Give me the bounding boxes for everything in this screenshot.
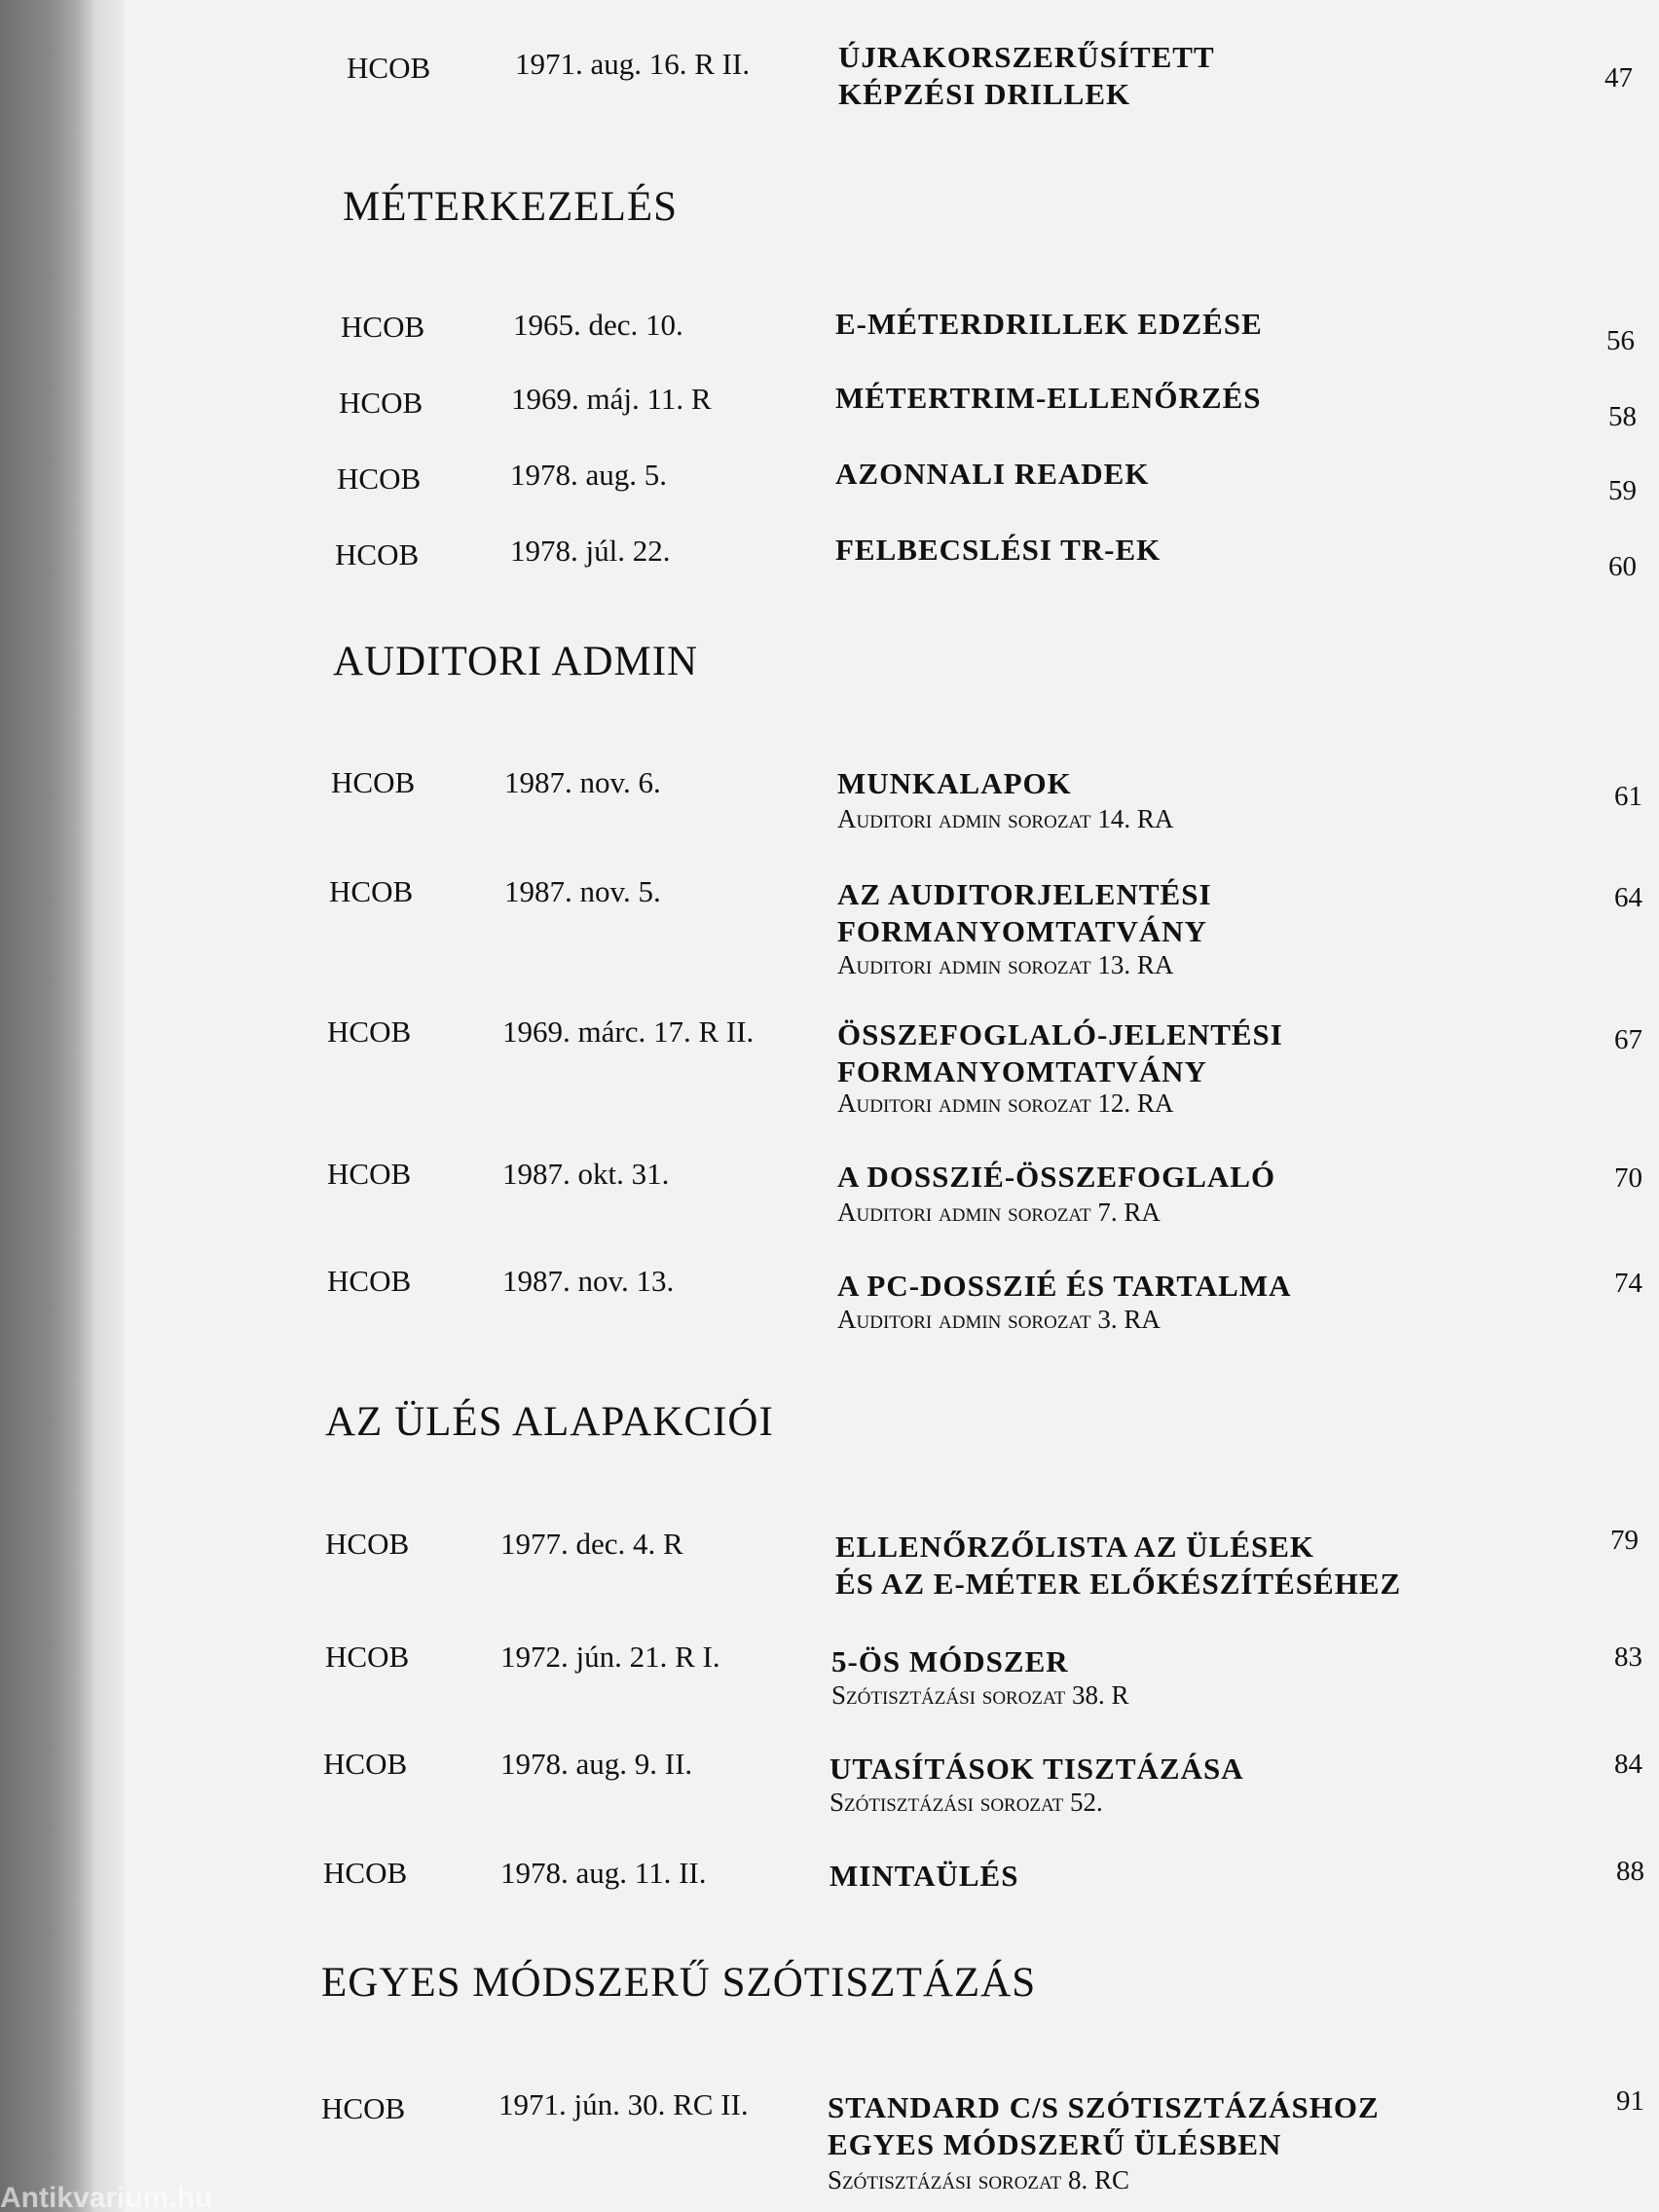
entry-title-line: A DOSSZIÉ-ÖSSZEFOGLALÓ bbox=[837, 1160, 1276, 1194]
entry-code: HCOB bbox=[325, 1640, 410, 1674]
entry-date: 1969. máj. 11. R bbox=[511, 382, 712, 416]
entry-date: 1987. nov. 5. bbox=[504, 874, 661, 908]
entry-page-number: 61 bbox=[1614, 781, 1642, 812]
entry-title bbox=[838, 39, 1215, 113]
entry-date: 1978. aug. 5. bbox=[510, 458, 668, 492]
entry-code: HCOB bbox=[323, 1856, 408, 1890]
entry-page-number: 56 bbox=[1606, 325, 1635, 356]
entry-code: HCOB bbox=[327, 1264, 412, 1298]
entry-title bbox=[835, 306, 1263, 343]
entry-code: HCOB bbox=[325, 1527, 410, 1561]
entry-title-line: A PC-DOSSZIÉ ÉS TARTALMA bbox=[837, 1269, 1292, 1303]
entry-title-line: KÉPZÉSI DRILLEK bbox=[838, 77, 1131, 111]
entry-title-line: ÚJRAKORSZERŰSÍTETT bbox=[838, 40, 1215, 74]
toc-entry bbox=[327, 1264, 1659, 1332]
entry-date: 1971. aug. 16. R II. bbox=[515, 47, 751, 81]
entry-title-line: FORMANYOMTATVÁNY bbox=[837, 1054, 1207, 1088]
entry-page-number: 70 bbox=[1614, 1162, 1642, 1194]
entry-date: 1987. okt. 31. bbox=[502, 1157, 670, 1191]
entry-title bbox=[837, 876, 1212, 950]
toc-entry bbox=[327, 1157, 1659, 1225]
entry-code: HCOB bbox=[331, 765, 416, 799]
section-heading: AUDITORI ADMIN bbox=[333, 639, 699, 684]
entry-title-line: MUNKALAPOK bbox=[837, 766, 1072, 800]
entry-series: Szótisztázási sorozat 38. R bbox=[831, 1680, 1129, 1710]
toc-entry bbox=[323, 1856, 1659, 1904]
entry-series: Auditori admin sorozat 3. RA bbox=[837, 1305, 1161, 1334]
toc-entry bbox=[329, 874, 1659, 981]
entry-series: Szótisztázási sorozat 8. RC bbox=[828, 2165, 1130, 2194]
section-heading: MÉTERKEZELÉS bbox=[343, 184, 679, 230]
entry-page-number: 64 bbox=[1614, 882, 1642, 913]
entry-date: 1978. júl. 22. bbox=[510, 534, 671, 568]
entry-page-number: 59 bbox=[1608, 475, 1637, 506]
entry-title bbox=[835, 380, 1262, 417]
entry-page-number: 79 bbox=[1610, 1525, 1639, 1556]
entry-code: HCOB bbox=[339, 386, 424, 420]
entry-date: 1972. jún. 21. R I. bbox=[500, 1640, 720, 1674]
entry-date: 1965. dec. 10. bbox=[513, 308, 683, 342]
entry-title-line: ÉS AZ E-MÉTER ELŐKÉSZÍTÉSÉHEZ bbox=[835, 1567, 1402, 1601]
entry-page-number: 74 bbox=[1614, 1268, 1642, 1299]
entry-title-line: FORMANYOMTATVÁNY bbox=[837, 914, 1207, 948]
toc-entry bbox=[321, 2087, 1659, 2204]
entry-code: HCOB bbox=[347, 51, 431, 85]
entry-title bbox=[828, 2089, 1380, 2163]
entry-title bbox=[835, 456, 1149, 493]
entry-title-line: FELBECSLÉSI TR-EK bbox=[835, 533, 1161, 567]
entry-title bbox=[831, 1643, 1069, 1680]
entry-series: Szótisztázási sorozat 52. bbox=[830, 1788, 1103, 1817]
entry-page-number: 88 bbox=[1616, 1856, 1644, 1887]
section-heading: AZ ÜLÉS ALAPAKCIÓI bbox=[325, 1399, 774, 1445]
entry-title bbox=[837, 765, 1072, 802]
entry-page-number: 67 bbox=[1614, 1024, 1642, 1055]
entry-page-number: 91 bbox=[1616, 2085, 1644, 2117]
watermark: Antikvarium.hu bbox=[0, 2185, 213, 2212]
entry-title-line: EGYES MÓDSZERŰ ÜLÉSBEN bbox=[828, 2127, 1282, 2161]
entry-date: 1987. nov. 13. bbox=[502, 1264, 675, 1298]
toc-entry bbox=[337, 454, 1659, 506]
entry-page-number: 58 bbox=[1608, 401, 1637, 432]
entry-series: Auditori admin sorozat 7. RA bbox=[837, 1198, 1161, 1227]
toc-entry bbox=[325, 1527, 1659, 1614]
entry-title-line: STANDARD C/S SZÓTISZTÁZÁSHOZ bbox=[828, 2090, 1380, 2124]
entry-title bbox=[837, 1016, 1283, 1090]
entry-title-line: MINTAÜLÉS bbox=[830, 1859, 1019, 1893]
entry-date: 1978. aug. 11. II. bbox=[500, 1856, 707, 1890]
toc-entry bbox=[335, 530, 1659, 582]
entry-title bbox=[830, 1751, 1244, 1788]
entry-series: Auditori admin sorozat 13. RA bbox=[837, 950, 1174, 979]
entry-date: 1969. márc. 17. R II. bbox=[502, 1014, 755, 1049]
entry-date: 1977. dec. 4. R bbox=[500, 1527, 683, 1561]
entry-title bbox=[830, 1858, 1018, 1895]
entry-code: HCOB bbox=[337, 461, 422, 496]
toc-entry bbox=[331, 765, 1659, 833]
book-page bbox=[125, 0, 1659, 2212]
section-heading: EGYES MÓDSZERŰ SZÓTISZTÁZÁS bbox=[321, 1960, 1037, 2006]
entry-page-number: 60 bbox=[1608, 551, 1637, 582]
entry-title-line: UTASÍTÁSOK TISZTÁZÁSA bbox=[830, 1751, 1244, 1786]
entry-code: HCOB bbox=[327, 1157, 412, 1191]
entry-title bbox=[835, 1529, 1401, 1603]
entry-title bbox=[835, 532, 1161, 569]
entry-code: HCOB bbox=[321, 2091, 406, 2125]
entry-page-number: 47 bbox=[1604, 62, 1633, 93]
entry-title-line: ELLENŐRZŐLISTA AZ ÜLÉSEK bbox=[835, 1530, 1315, 1564]
entry-title-line: 5-ÖS MÓDSZER bbox=[831, 1644, 1069, 1678]
entry-page-number: 83 bbox=[1614, 1641, 1642, 1673]
entry-title bbox=[837, 1268, 1291, 1305]
toc-entry bbox=[341, 304, 1659, 356]
entry-date: 1971. jún. 30. RC II. bbox=[498, 2087, 749, 2121]
entry-date: 1987. nov. 6. bbox=[504, 765, 661, 799]
entry-series: Auditori admin sorozat 12. RA bbox=[837, 1088, 1174, 1118]
entry-title-line: ÖSSZEFOGLALÓ-JELENTÉSI bbox=[837, 1017, 1283, 1051]
entry-title-line: AZONNALI READEK bbox=[835, 457, 1150, 491]
entry-code: HCOB bbox=[323, 1747, 408, 1781]
toc-entry bbox=[347, 39, 1659, 127]
entry-code: HCOB bbox=[327, 1014, 412, 1049]
entry-title-line: AZ AUDITORJELENTÉSI bbox=[837, 877, 1212, 911]
entry-title-line: E-MÉTERDRILLEK EDZÉSE bbox=[835, 307, 1263, 341]
toc-entry bbox=[323, 1747, 1659, 1815]
entry-series: Auditori admin sorozat 14. RA bbox=[837, 804, 1174, 833]
entry-date: 1978. aug. 9. II. bbox=[500, 1747, 693, 1781]
entry-title-line: MÉTERTRIM-ELLENŐRZÉS bbox=[835, 381, 1262, 415]
entry-code: HCOB bbox=[341, 310, 425, 344]
entry-code: HCOB bbox=[329, 874, 414, 908]
toc-entry bbox=[325, 1640, 1659, 1708]
entry-title bbox=[837, 1159, 1275, 1196]
toc-entry bbox=[339, 380, 1659, 432]
book-spine bbox=[0, 0, 92, 2212]
entry-page-number: 84 bbox=[1614, 1749, 1642, 1780]
entry-code: HCOB bbox=[335, 537, 420, 571]
toc-entry bbox=[327, 1014, 1659, 1122]
